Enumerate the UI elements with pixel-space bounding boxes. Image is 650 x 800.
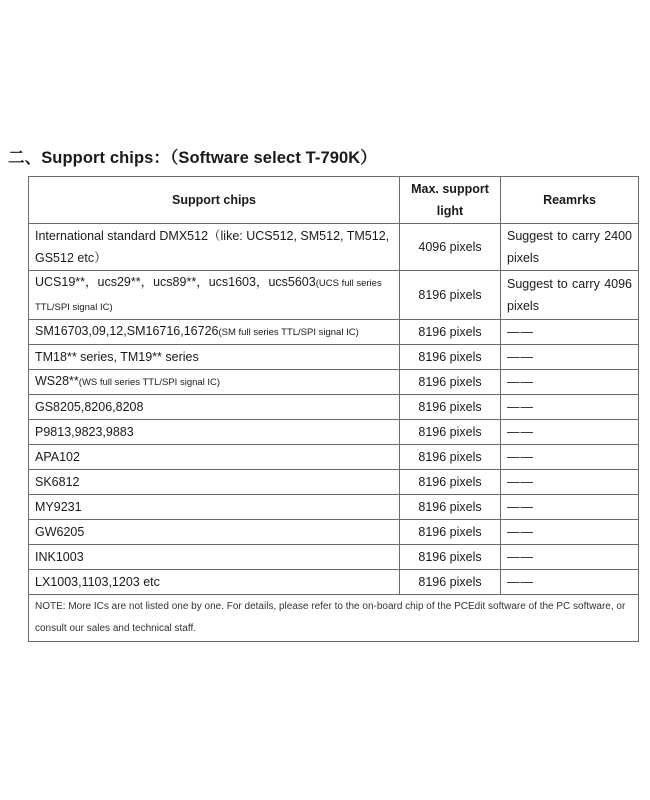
chip-cell: [29, 545, 400, 570]
chip-name: SM16703,09,12,SM16716,16726: [35, 324, 219, 338]
chip-cell: [29, 345, 400, 370]
chip-name: APA102: [35, 450, 80, 464]
support-chips-table: [28, 176, 639, 642]
table-row: [29, 420, 639, 445]
chip-name: MY9231: [35, 500, 82, 514]
chip-name: P9813,9823,9883: [35, 425, 134, 439]
table-row: [29, 395, 639, 420]
table-row: [29, 320, 639, 345]
remarks-cell: [501, 345, 639, 370]
remarks-cell: [501, 420, 639, 445]
max-cell: 8196 pixels: [400, 470, 501, 495]
table-row: [29, 495, 639, 520]
max-cell: 8196 pixels: [400, 271, 501, 320]
remarks-cell: [501, 470, 639, 495]
chip-name: SK6812: [35, 475, 80, 489]
remarks-dash: ——: [507, 425, 534, 439]
table-header-row: [29, 177, 639, 224]
remarks-cell: [501, 495, 639, 520]
header-remarks: Reamrks: [501, 177, 639, 224]
chip-name: GS8205,8206,8208: [35, 400, 144, 414]
remarks-dash: ——: [507, 350, 534, 364]
chip-cell: [29, 224, 400, 271]
max-cell: 8196 pixels: [400, 495, 501, 520]
chip-cell: [29, 420, 400, 445]
remarks-dash: ——: [507, 575, 534, 589]
table-row: [29, 570, 639, 595]
table-note: NOTE: More ICs are not listed one by one. For details, please refer to the on-board chip of the PCEdit software of the PC software, or consult our sales and technical staff.: [29, 595, 639, 642]
remarks-cell: [501, 520, 639, 545]
max-cell: 8196 pixels: [400, 370, 501, 395]
max-cell: 4096 pixels: [400, 224, 501, 271]
remarks-cell: Suggest to carry 2400 pixels: [501, 224, 639, 271]
max-cell: 8196 pixels: [400, 395, 501, 420]
remarks-dash: ——: [507, 475, 534, 489]
chip-cell: [29, 520, 400, 545]
table-row: [29, 370, 639, 395]
remarks-dash: ——: [507, 525, 534, 539]
chip-cell: [29, 370, 400, 395]
remarks-cell: [501, 395, 639, 420]
chip-name: TM18** series, TM19** series: [35, 350, 199, 364]
remarks-dash: ——: [507, 400, 534, 414]
chip-name: UCS19**，ucs29**，ucs89**，ucs1603，ucs5603: [35, 275, 316, 289]
remarks-dash: ——: [507, 375, 534, 389]
chip-cell: [29, 570, 400, 595]
chip-cell: [29, 495, 400, 520]
remarks-cell: [501, 445, 639, 470]
remarks-dash: ——: [507, 500, 534, 514]
max-cell: 8196 pixels: [400, 345, 501, 370]
table-row: [29, 470, 639, 495]
table-row: [29, 224, 639, 271]
max-cell: 8196 pixels: [400, 570, 501, 595]
header-max-support-light: Max. support light: [400, 177, 501, 224]
remarks-dash: ——: [507, 450, 534, 464]
chip-name: INK1003: [35, 550, 84, 564]
chip-cell: [29, 445, 400, 470]
note-row: [29, 595, 639, 642]
max-cell: 8196 pixels: [400, 545, 501, 570]
table-row: [29, 520, 639, 545]
chip-cell: [29, 271, 400, 320]
chip-name: LX1003,1103,1203 etc: [35, 575, 160, 589]
chip-note: (WS full series TTL/SPI signal IC): [78, 377, 221, 388]
chip-cell: [29, 470, 400, 495]
chip-note: (UCS full series TTL/SPI signal IC): [35, 278, 382, 313]
chip-name: WS28**: [35, 374, 79, 388]
remarks-cell: Suggest to carry 4096 pixels: [501, 271, 639, 320]
chip-cell: [29, 395, 400, 420]
remarks-cell: [501, 570, 639, 595]
table-row: [29, 271, 639, 320]
chip-note: (SM full series TTL/SPI signal IC): [218, 327, 359, 338]
remarks-cell: [501, 545, 639, 570]
section-heading: 二、Support chips：（Software select T-790K）: [8, 149, 377, 167]
remarks-cell: [501, 370, 639, 395]
chip-cell: [29, 320, 400, 345]
chip-name: International standard DMX512（like: UCS512, SM512, TM512, GS512 etc）: [35, 229, 390, 265]
remarks-cell: [501, 320, 639, 345]
header-support-chips: Support chips: [29, 177, 400, 224]
chip-name: GW6205: [35, 525, 85, 539]
max-cell: 8196 pixels: [400, 320, 501, 345]
remarks-dash: ——: [507, 550, 534, 564]
remarks-dash: ——: [507, 325, 534, 339]
max-cell: 8196 pixels: [400, 520, 501, 545]
max-cell: 8196 pixels: [400, 445, 501, 470]
max-cell: 8196 pixels: [400, 420, 501, 445]
table-row: [29, 445, 639, 470]
table-row: [29, 345, 639, 370]
table-row: [29, 545, 639, 570]
